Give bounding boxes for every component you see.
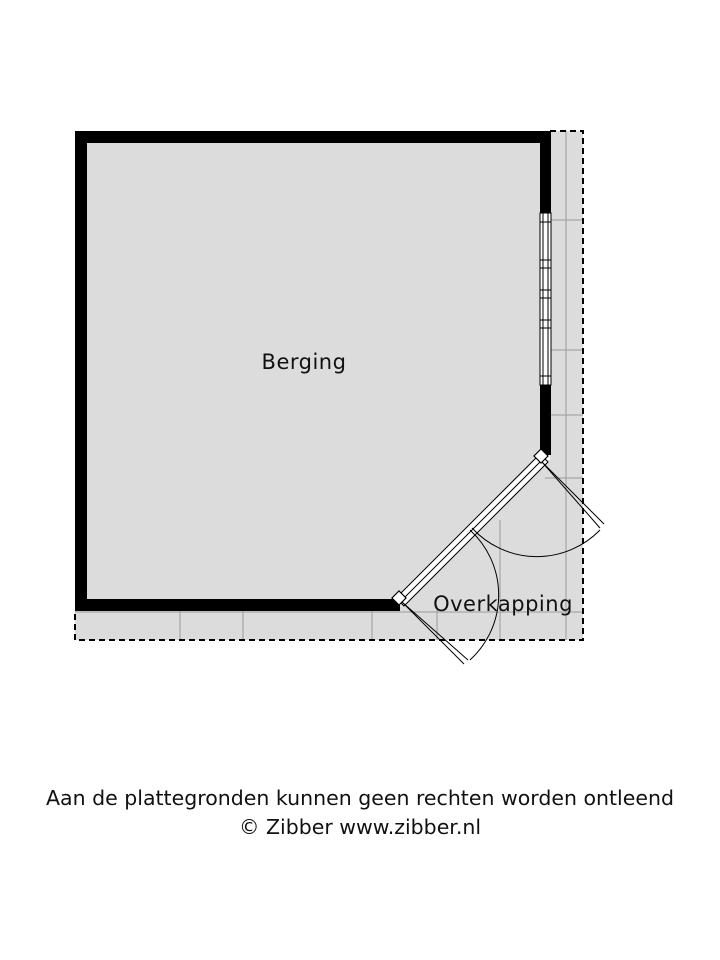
room-label-berging: Berging [261, 350, 347, 374]
room-label-overkapping: Overkapping [433, 592, 573, 616]
wall-right-upper [540, 131, 551, 213]
window [540, 213, 551, 385]
disclaimer-text: Aan de plattegronden kunnen geen rechten worden ontleend [46, 786, 674, 810]
wall-top [75, 131, 551, 143]
copyright-text: © Zibber www.zibber.nl [238, 815, 482, 839]
wall-right-lower [540, 385, 551, 455]
wall-left [75, 131, 87, 611]
wall-bottom [75, 599, 400, 611]
